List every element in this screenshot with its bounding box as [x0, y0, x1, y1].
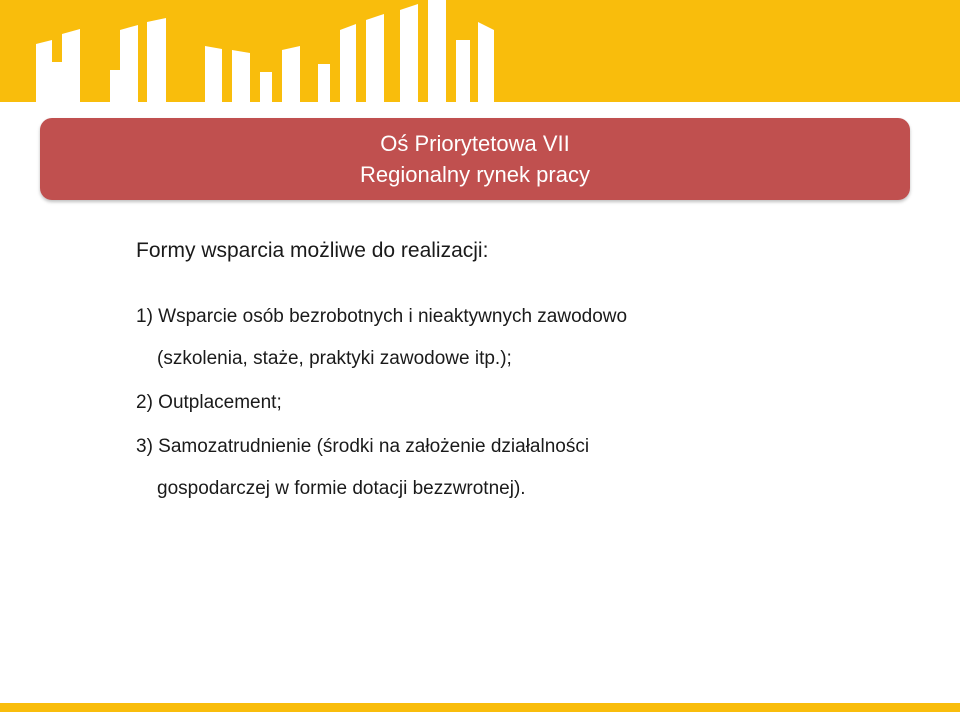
content-lead: Formy wsparcia możliwe do realizacji:: [136, 239, 489, 262]
header-band: [0, 0, 960, 102]
slide-title-box: [40, 118, 910, 200]
slide-title-line1: Oś Priorytetowa VII: [380, 131, 570, 156]
list-item-line1: 3) Samozatrudnienie (środki na założenie działalności: [136, 436, 590, 457]
list-item-line1: 1) Wsparcie osób bezrobotnych i nieaktywnych zawodowo: [136, 306, 628, 327]
list-item-line2: gospodarczej w formie dotacji bezzwrotnej).: [157, 478, 526, 499]
list-item-line2: (szkolenia, staże, praktyki zawodowe itp.);: [157, 348, 512, 369]
footer-band: [0, 703, 960, 712]
list-item-line1: 2) Outplacement;: [136, 392, 282, 413]
list-item: [136, 391, 916, 415]
building-blocks-logo-icon: [0, 0, 960, 102]
list-item: [136, 435, 916, 501]
list-item: [136, 305, 916, 371]
slide-content: [136, 237, 916, 521]
slide-title-line2: Regionalny rynek pracy: [360, 162, 590, 187]
